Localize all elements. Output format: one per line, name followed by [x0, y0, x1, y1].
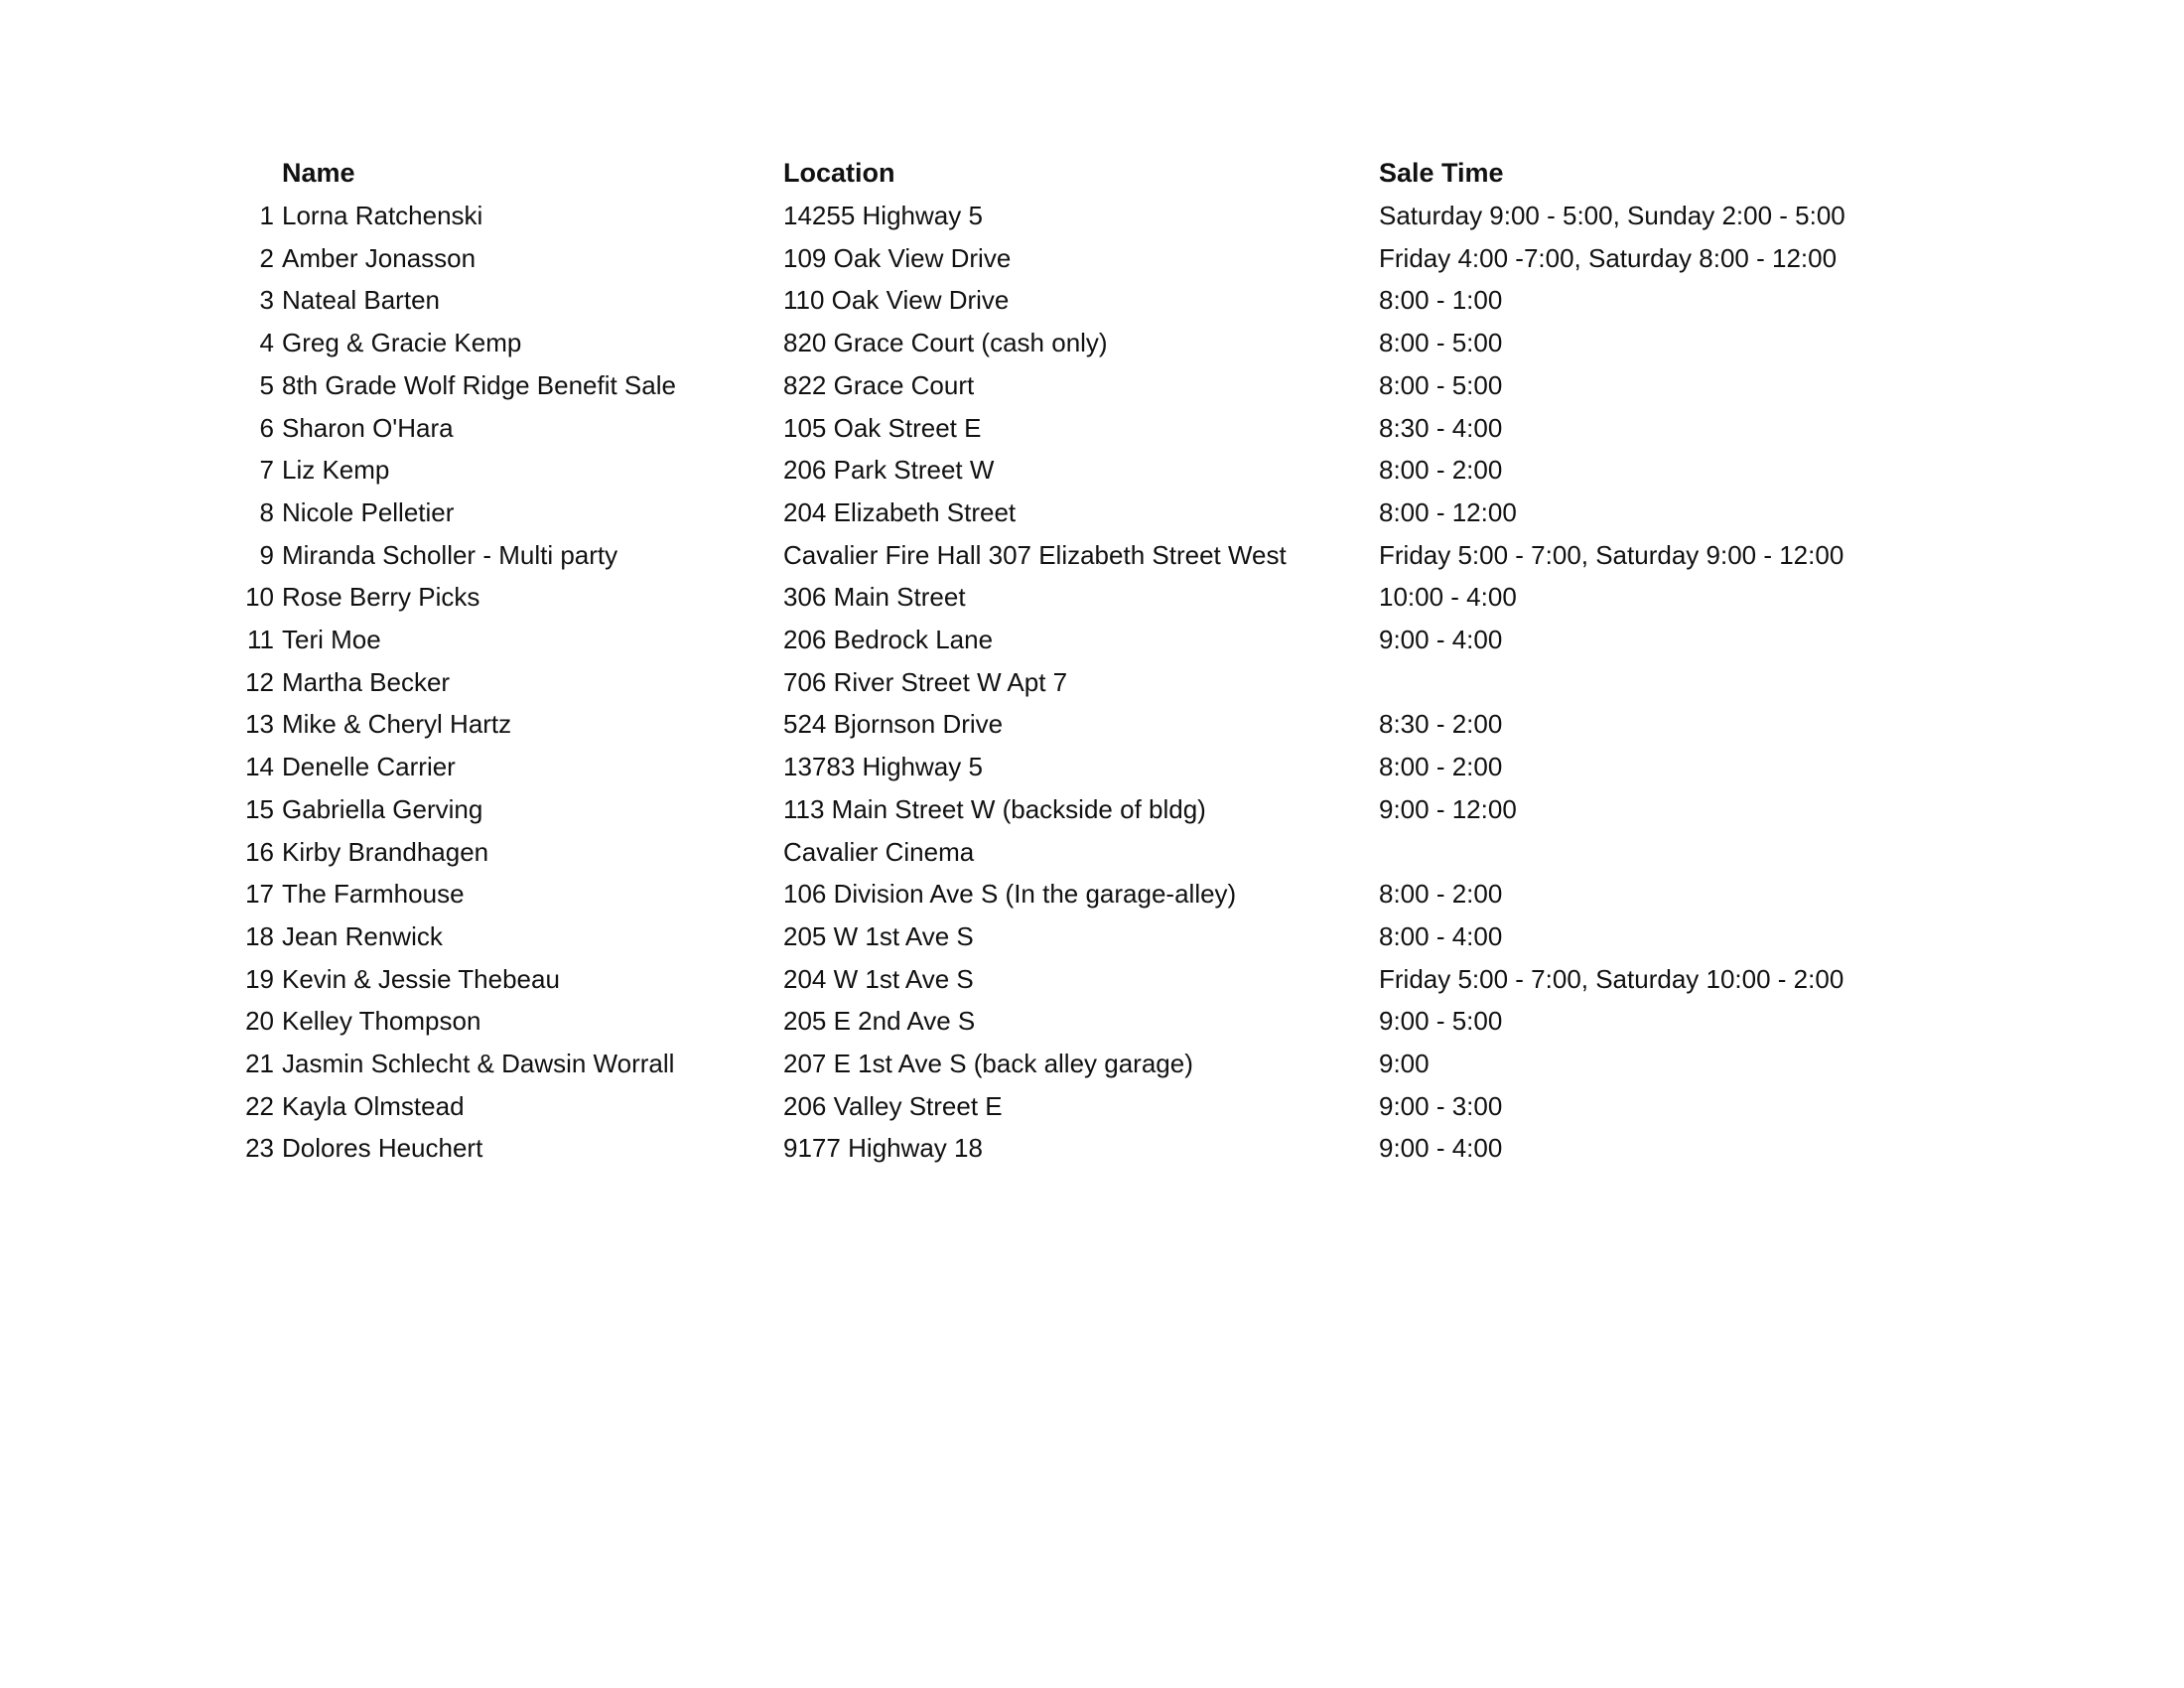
table-row [0, 534, 2184, 576]
row-location: 204 Elizabeth Street [783, 496, 1017, 527]
table-row [0, 958, 2184, 1000]
row-sale-time: Saturday 9:00 - 5:00, Sunday 2:00 - 5:00 [1379, 201, 1845, 230]
row-location: 822 Grace Court [783, 369, 975, 400]
row-number: 23 [245, 1133, 274, 1164]
row-location: 113 Main Street W (backside of bldg) [783, 793, 1206, 824]
row-sale-time: Friday 4:00 -7:00, Saturday 8:00 - 12:00 [1379, 242, 1838, 273]
row-location: 706 River Street W Apt 7 [783, 666, 1068, 697]
row-location: 205 W 1st Ave S [783, 920, 974, 951]
table-row [0, 492, 2184, 533]
row-sale-time: 9:00 - 4:00 [1379, 1133, 1503, 1164]
row-location: 110 Oak View Drive [783, 285, 1010, 316]
row-location: 9177 Highway 18 [783, 1133, 983, 1164]
row-location: 820 Grace Court (cash only) [783, 328, 1108, 358]
row-name: Dolores Heuchert [282, 1133, 483, 1164]
row-sale-time: 8:00 - 2:00 [1379, 879, 1503, 910]
row-location: 204 W 1st Ave S [783, 963, 974, 994]
table-row [0, 619, 2184, 660]
row-name: Gabriella Gerving [282, 793, 483, 824]
row-number: 13 [245, 709, 274, 740]
row-sale-time: 10:00 - 4:00 [1379, 582, 1517, 613]
row-number: 19 [245, 963, 274, 994]
row-location: Cavalier Fire Hall 307 Elizabeth Street West [783, 539, 1287, 570]
row-sale-time: 8:00 - 2:00 [1379, 752, 1503, 782]
row-location: 524 Bjornson Drive [783, 709, 1004, 740]
row-number: 4 [259, 328, 274, 358]
row-sale-time: 8:30 - 4:00 [1379, 412, 1503, 443]
row-name: Kevin & Jessie Thebeau [282, 963, 560, 994]
table-row [0, 576, 2184, 618]
location-column-header: Location [783, 158, 895, 188]
row-sale-time: 8:00 - 5:00 [1379, 328, 1503, 358]
row-name: Kayla Olmstead [282, 1090, 465, 1121]
row-name: The Farmhouse [282, 879, 465, 910]
table-row [0, 873, 2184, 914]
row-location: 206 Bedrock Lane [783, 625, 994, 654]
row-sale-time: 9:00 [1379, 1049, 1430, 1078]
row-location: 306 Main Street [783, 582, 966, 613]
row-name: Nateal Barten [282, 285, 440, 316]
row-sale-time: 9:00 - 12:00 [1379, 793, 1517, 824]
row-number: 16 [245, 836, 274, 867]
row-location: 205 E 2nd Ave S [783, 1006, 976, 1037]
table-row [0, 195, 2184, 236]
row-number: 10 [245, 582, 274, 613]
row-name: Rose Berry Picks [282, 582, 480, 613]
row-name: Sharon O'Hara [282, 412, 454, 443]
row-location: 14255 Highway 5 [783, 201, 983, 230]
row-number: 6 [259, 412, 274, 443]
table-row [0, 703, 2184, 745]
row-location: 109 Oak View Drive [783, 242, 1012, 273]
row-number: 22 [245, 1090, 274, 1121]
row-sale-time: 8:00 - 12:00 [1379, 496, 1517, 527]
row-name: Lorna Ratchenski [282, 201, 483, 230]
row-sale-time: 9:00 - 3:00 [1379, 1090, 1503, 1121]
table-row [0, 449, 2184, 491]
header-row [0, 152, 2184, 194]
table-row [0, 1000, 2184, 1042]
row-sale-time: 9:00 - 5:00 [1379, 1006, 1503, 1037]
row-name: Greg & Gracie Kemp [282, 328, 522, 358]
row-number: 14 [245, 752, 274, 782]
table-row [0, 279, 2184, 321]
row-sale-time: 8:30 - 2:00 [1379, 709, 1503, 740]
name-column-header: Name [282, 158, 355, 188]
row-name: 8th Grade Wolf Ridge Benefit Sale [282, 369, 676, 400]
table-row [0, 831, 2184, 873]
table-row [0, 788, 2184, 830]
table-row [0, 1127, 2184, 1169]
row-number: 7 [259, 455, 274, 486]
row-sale-time: 9:00 - 4:00 [1379, 625, 1503, 654]
row-number: 15 [245, 793, 274, 824]
row-name: Mike & Cheryl Hartz [282, 709, 512, 740]
row-number: 20 [245, 1006, 274, 1037]
sale-time-column-header: Sale Time [1379, 158, 1504, 188]
row-name: Jasmin Schlecht & Dawsin Worrall [282, 1049, 675, 1078]
row-number: 3 [259, 285, 274, 316]
row-location: Cavalier Cinema [783, 836, 975, 867]
row-number: 12 [245, 666, 274, 697]
row-number: 11 [247, 625, 274, 654]
row-sale-time: Friday 5:00 - 7:00, Saturday 9:00 - 12:00 [1379, 539, 1844, 570]
row-number: 9 [259, 539, 274, 570]
row-name: Kirby Brandhagen [282, 836, 489, 867]
table-row [0, 364, 2184, 406]
row-sale-time: 8:00 - 2:00 [1379, 455, 1503, 486]
row-sale-time: 8:00 - 5:00 [1379, 369, 1503, 400]
row-number: 17 [245, 879, 274, 910]
row-name: Martha Becker [282, 666, 451, 697]
row-number: 1 [259, 201, 274, 230]
table-row [0, 407, 2184, 449]
row-location: 13783 Highway 5 [783, 752, 983, 782]
row-number: 18 [245, 920, 274, 951]
table-row [0, 1085, 2184, 1127]
row-sale-time: Friday 5:00 - 7:00, Saturday 10:00 - 2:00 [1379, 963, 1844, 994]
table-row [0, 746, 2184, 787]
row-name: Denelle Carrier [282, 752, 456, 782]
row-name: Liz Kemp [282, 455, 390, 486]
table-row [0, 915, 2184, 957]
row-location: 206 Park Street W [783, 455, 995, 486]
row-location: 206 Valley Street E [783, 1090, 1003, 1121]
row-name: Teri Moe [282, 625, 381, 654]
row-name: Kelley Thompson [282, 1006, 481, 1037]
row-sale-time: 8:00 - 1:00 [1379, 285, 1503, 316]
row-name: Jean Renwick [282, 920, 443, 951]
row-location: 106 Division Ave S (In the garage-alley) [783, 879, 1237, 910]
table-row [0, 322, 2184, 363]
row-name: Amber Jonasson [282, 242, 477, 273]
table-row [0, 237, 2184, 279]
table-row [0, 1043, 2184, 1084]
row-name: Nicole Pelletier [282, 496, 455, 527]
row-sale-time: 8:00 - 4:00 [1379, 920, 1503, 951]
row-name: Miranda Scholler - Multi party [282, 539, 618, 570]
row-number: 5 [259, 369, 274, 400]
row-number: 2 [259, 242, 274, 273]
row-number: 21 [245, 1049, 274, 1078]
table-row [0, 661, 2184, 703]
row-location: 207 E 1st Ave S (back alley garage) [783, 1049, 1193, 1078]
row-number: 8 [259, 496, 274, 527]
row-location: 105 Oak Street E [783, 412, 982, 443]
